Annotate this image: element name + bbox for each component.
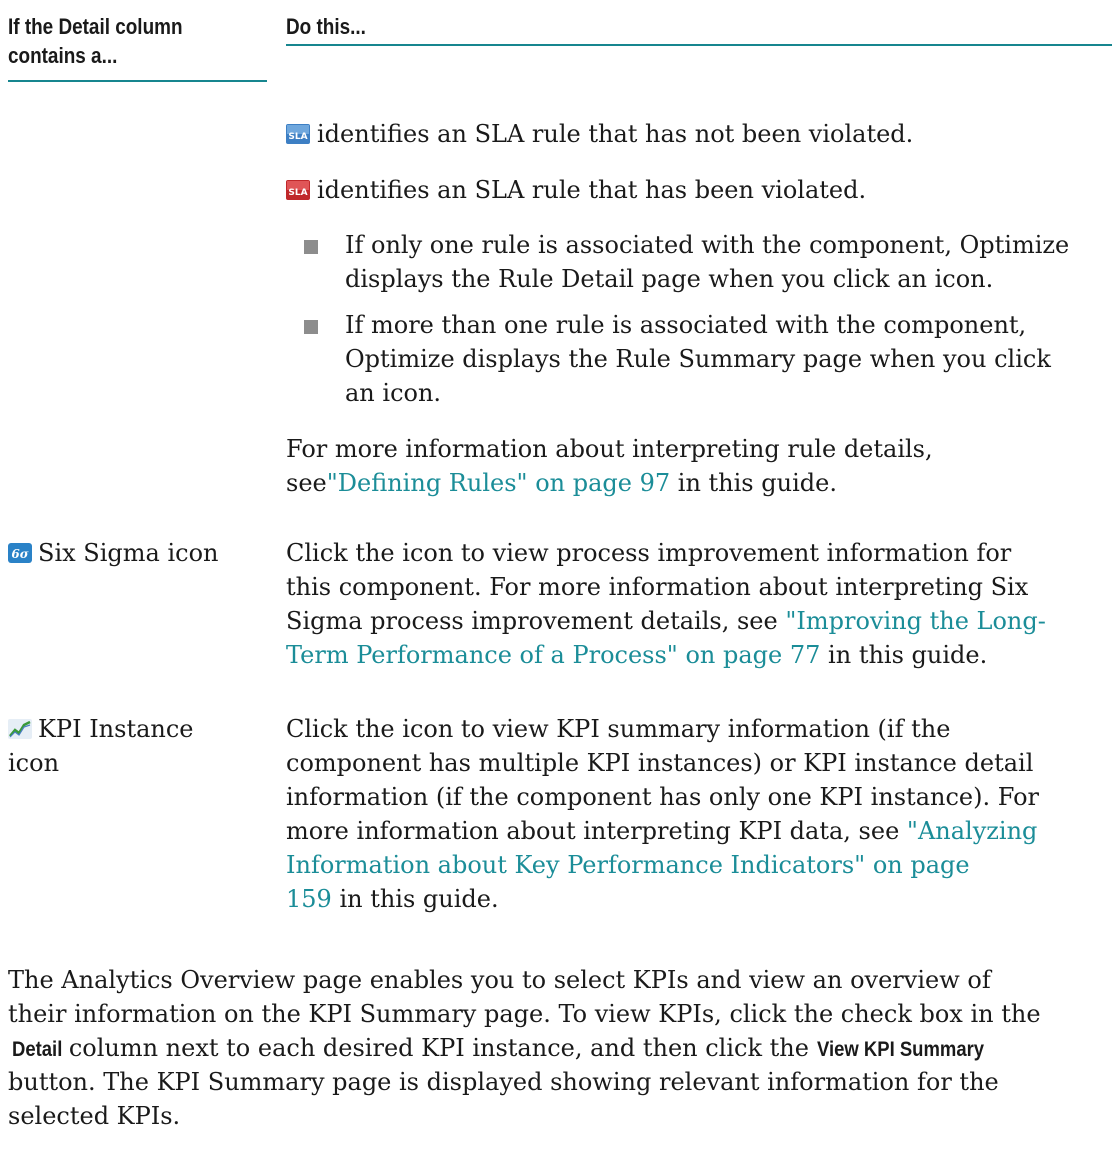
bullet2-line1: If more than one rule is associated with the component, bbox=[345, 311, 1027, 339]
svg-text:SLA: SLA bbox=[288, 188, 308, 198]
kpi-line6 bbox=[286, 882, 499, 916]
kpi-line1: Click the icon to view KPI summary information (if the bbox=[286, 715, 951, 743]
six-sigma-icon bbox=[8, 543, 32, 563]
kpi-line3: information (if the component has only one KPI instance). For bbox=[286, 783, 1039, 811]
svg-text:6σ: 6σ bbox=[11, 547, 29, 561]
six-sigma-line3-text: Sigma process improvement details, see bbox=[286, 607, 786, 635]
kpi-line4-text: more information about interpreting KPI data, see bbox=[286, 817, 907, 845]
paragraph-line3-text: column next to each desired KPI instance, and then click the bbox=[61, 1034, 817, 1062]
analyzing-kpi-link-cont[interactable]: Information about Key Performance Indicators" on page bbox=[286, 851, 970, 879]
analyzing-kpi-link-page[interactable]: 159 bbox=[286, 885, 332, 913]
view-kpi-summary-ui-label: View KPI Summary bbox=[816, 1038, 984, 1061]
guide-tail: in this guide. bbox=[670, 469, 837, 497]
kpi-label-line2: icon bbox=[8, 749, 60, 777]
sla-icon-red bbox=[286, 180, 310, 200]
paragraph-line1: The Analytics Overview page enables you to select KPIs and view an overview of bbox=[8, 966, 991, 994]
bullet2-line2: Optimize displays the Rule Summary page when you click bbox=[345, 345, 1051, 373]
guide-tail: in this guide. bbox=[331, 885, 499, 913]
six-sigma-line2: this component. For more information about interpreting Six bbox=[286, 573, 1029, 601]
sla-icon-blue bbox=[286, 124, 310, 144]
bullet1-line1: If only one rule is associated with the component, Optimize bbox=[345, 231, 1070, 259]
six-sigma-line4 bbox=[286, 638, 987, 672]
sla-ok-text: identifies an SLA rule that has not been violated. bbox=[317, 120, 914, 148]
sla-violated-text: identifies an SLA rule that has been violated. bbox=[317, 176, 867, 204]
improving-performance-link-cont[interactable]: Term Performance of a Process" on page 77 bbox=[286, 641, 821, 669]
bullet1-line2: displays the Rule Detail page when you click an icon. bbox=[345, 265, 994, 293]
paragraph-line2: their information on the KPI Summary page. To view KPIs, click the check box in the bbox=[8, 1000, 1041, 1028]
see-text: see bbox=[286, 469, 327, 497]
header-col1-line1: If the Detail column bbox=[8, 14, 183, 39]
guide-tail: in this guide. bbox=[820, 641, 988, 669]
bullet-square-icon bbox=[304, 240, 318, 254]
paragraph-line3 bbox=[8, 1031, 1006, 1067]
detail-ui-label: Detail bbox=[12, 1038, 63, 1061]
kpi-label-line1: KPI Instance bbox=[38, 715, 194, 743]
kpi-line2: component has multiple KPI instances) or KPI instance detail bbox=[286, 749, 1034, 777]
svg-text:SLA: SLA bbox=[288, 132, 308, 142]
bullet2-line3: an icon. bbox=[345, 379, 442, 407]
six-sigma-line3 bbox=[286, 604, 1046, 638]
more-info-line2 bbox=[286, 466, 837, 500]
six-sigma-line1: Click the icon to view process improvement information for bbox=[286, 539, 1012, 567]
more-info-line1: For more information about interpreting rule details, bbox=[286, 435, 933, 463]
analyzing-kpi-link[interactable]: "Analyzing bbox=[906, 817, 1038, 845]
kpi-instance-icon bbox=[8, 719, 32, 739]
header-col1-line2: contains a... bbox=[8, 43, 118, 68]
kpi-line5 bbox=[286, 848, 970, 882]
paragraph-line4: button. The KPI Summary page is displayed showing relevant information for the bbox=[8, 1068, 999, 1096]
header-rule-col1 bbox=[8, 80, 267, 82]
six-sigma-label: Six Sigma icon bbox=[38, 539, 219, 567]
bullet-square-icon bbox=[304, 320, 318, 334]
defining-rules-link[interactable]: "Defining Rules" on page 97 bbox=[326, 469, 671, 497]
improving-performance-link[interactable]: "Improving the Long- bbox=[785, 607, 1046, 635]
header-rule-col2 bbox=[286, 44, 1112, 46]
paragraph-line5: selected KPIs. bbox=[8, 1102, 181, 1130]
header-col2: Do this... bbox=[286, 14, 366, 39]
kpi-line4 bbox=[286, 814, 1037, 848]
